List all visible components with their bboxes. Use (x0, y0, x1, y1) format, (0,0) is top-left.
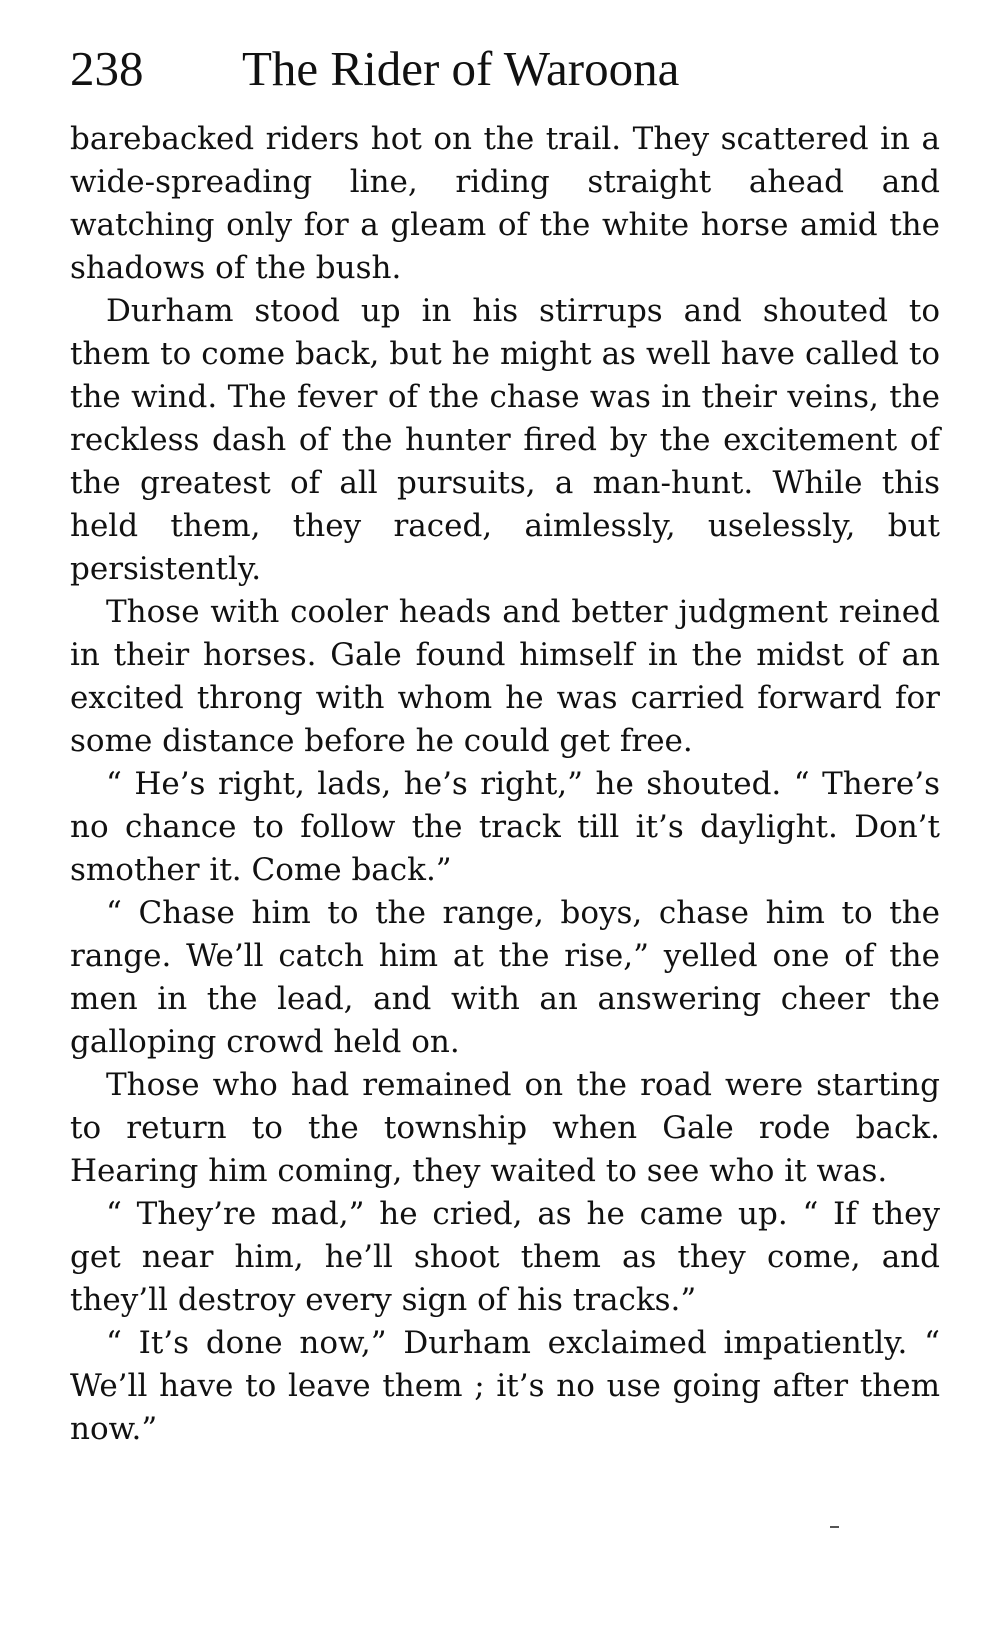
paragraph: Those who had remained on the road were starting to return to the township when Gale rode back. Hearing him coming, they waited to see who it was. (70, 1067, 940, 1189)
running-head (70, 34, 940, 104)
page-number: 238 (70, 41, 144, 96)
paragraph: barebacked riders hot on the trail. They scattered in a wide-spreading line, riding straight ahead and watching only for a gleam of the white horse amid the shadows of the bush. (70, 121, 940, 286)
paragraph: “ They’re mad,” he cried, as he came up. “ If they get near him, he’ll shoot them as they come, and they’ll destroy every sign of his tracks.” (70, 1196, 940, 1318)
print-mark (830, 1526, 839, 1528)
paragraph: “ It’s done now,” Durham exclaimed impatiently. “ We’ll have to leave them ; it’s no use going after them now.” (70, 1325, 940, 1447)
paragraph: “ Chase him to the range, boys, chase him to the range. We’ll catch him at the rise,” yelled one of the men in the lead, and with an answering cheer the galloping crowd held on. (70, 895, 940, 1060)
book-title: The Rider of Waroona (242, 41, 680, 96)
paragraph: “ He’s right, lads, he’s right,” he shouted. “ There’s no chance to follow the track till it’s daylight. Don’t smother it. Come back.” (70, 766, 940, 888)
body-text (70, 118, 940, 1451)
paragraph: Those with cooler heads and better judgment reined in their horses. Gale found himself in the midst of an excited throng with whom he was carried forward for some distance before he could get free. (70, 594, 940, 759)
paragraph: Durham stood up in his stirrups and shouted to them to come back, but he might as well have called to the wind. The fever of the chase was in their veins, the reckless dash of the hunter fired by the excitement of the greatest of all pursuits, a man-hunt. While this held them, they raced, aimlessly, uselessly, but persistently. (70, 293, 940, 587)
